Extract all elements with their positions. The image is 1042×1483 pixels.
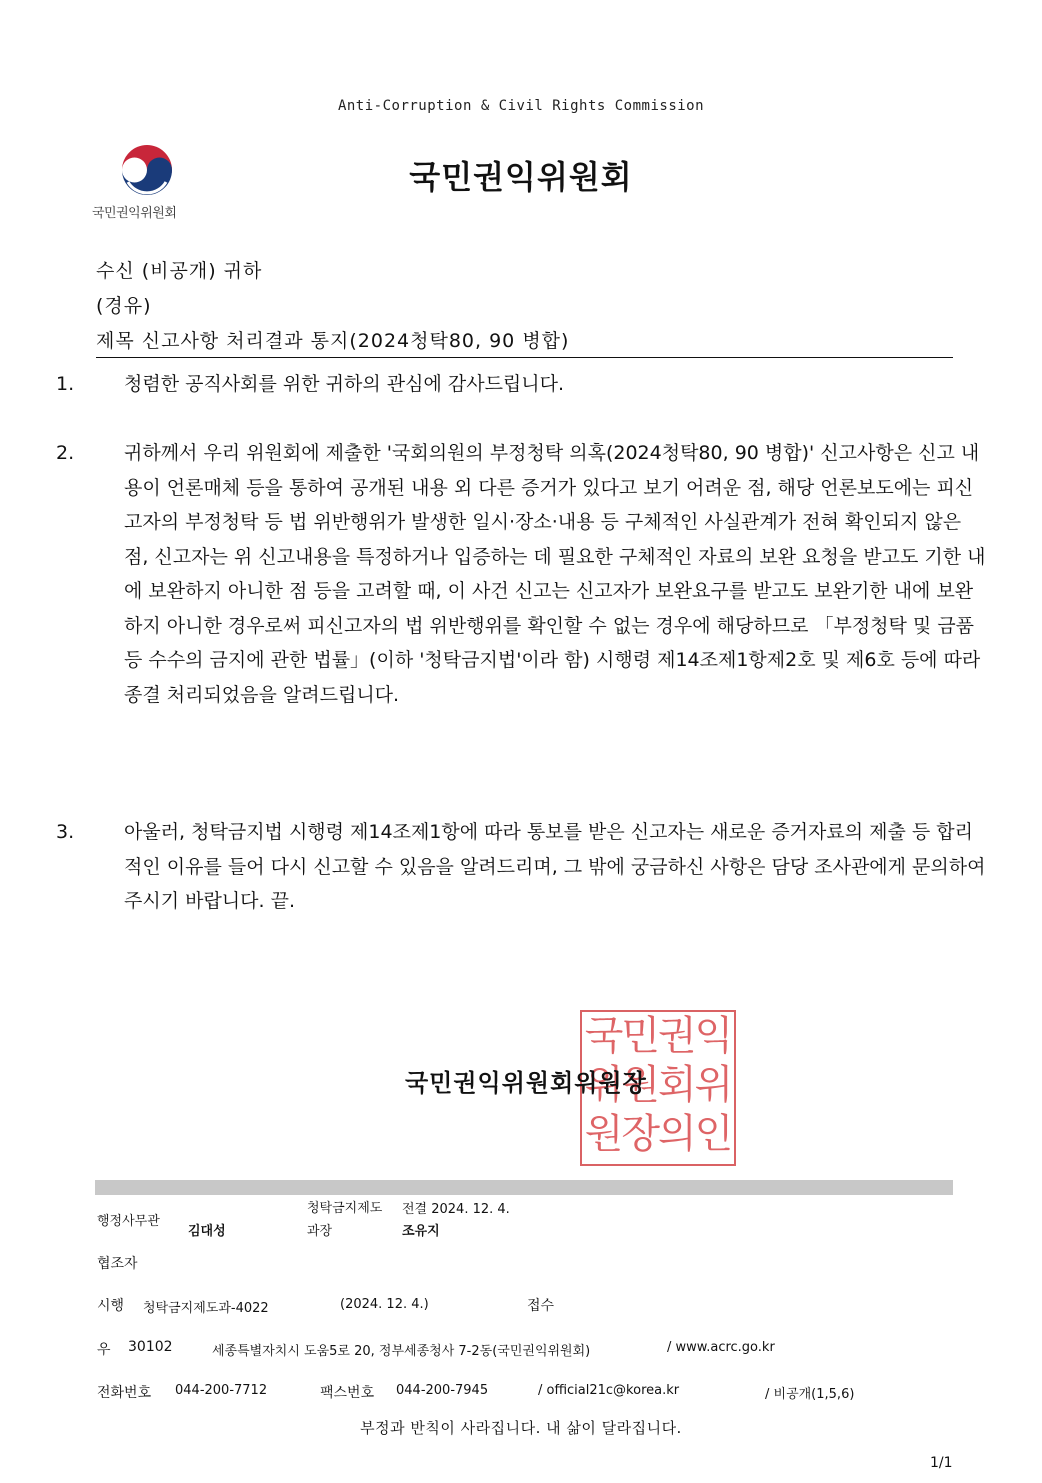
paragraph-number: 1.	[56, 373, 75, 395]
department-head-role: 과장	[307, 1224, 333, 1239]
postal-label: 우	[97, 1342, 111, 1358]
via-line: (경유)	[96, 295, 152, 317]
page-number: 1/1	[930, 1455, 953, 1471]
enforce-label: 시행	[97, 1298, 125, 1314]
seal-row: 원장의인	[584, 1111, 732, 1157]
paragraph-text: 아울러, 청탁금지법 시행령 제14조제1항에 따라 통보를 받은 신고자는 새로운 증거자료의 제출 등 합리적인 이유를 들어 다시 신고할 수 있음을 알려드리며, 그 밖에 궁금하신 사항은 담당 조사관에게 문의하여 주시기 바랍니다. 끝.	[124, 821, 986, 912]
recipient-line: 수신 (비공개) 귀하	[96, 260, 263, 282]
officer-name: 김대성	[188, 1224, 226, 1239]
page-title: 국민권익위원회	[409, 158, 633, 196]
signer-title: 국민권익위원회위원장	[405, 1069, 647, 1097]
disclosure-status: / 비공개(1,5,6)	[765, 1387, 855, 1402]
paragraph-1	[56, 367, 990, 402]
enforce-date: (2024. 12. 4.)	[340, 1297, 429, 1312]
officer-role: 행정사무관	[97, 1214, 160, 1229]
enforce-document-number: 청탁금지제도과-4022	[143, 1301, 269, 1316]
department-name: 청탁금지제도	[307, 1201, 383, 1216]
receipt-label: 접수	[527, 1298, 555, 1314]
header-divider	[96, 357, 953, 358]
paragraph-3	[56, 815, 990, 919]
paragraph-number: 2.	[56, 442, 75, 464]
seal-row: 위원회위	[584, 1062, 732, 1108]
fax-label: 팩스번호	[320, 1385, 375, 1401]
paragraph-number: 3.	[56, 821, 75, 843]
website-link[interactable]: / www.acrc.go.kr	[667, 1340, 775, 1355]
paragraph-text: 귀하께서 우리 위원회에 제출한 '국회의원의 부정청탁 의혹(2024청탁80, 90 병합)' 신고사항은 신고 내용이 언론매체 등을 통하여 공개된 내용 외 다른 증거가 있다고 보기 어려운 점, 해당 언론보도에는 피신고자의 부정청탁 등 법 위반행위가 발생한 일시·장소·내용 등 구체적인 사실관계가 전혀 확인되지 않은 점, 신고자는 위 신고내용을 특정하거나 입증하는 데 필요한 구체적인 자료의 보완 요청을 받고도 기한 내에 보완하지 아니한 점 등을 고려할 때, 이 사건 신고는 신고자가 보완요구를 받고도 보완기한 내에 보완하지 아니한 경우로써 피신고자의 법 위반행위를 확인할 수 없는 경우에 해당하므로 「부정청탁 및 금품등 수수의 금지에 관한 법률」(이하 '청탁금지법'이라 함) 시행령 제14조제1항제2호 및 제6호 등에 따라 종결 처리되었음을 알려드립니다.	[124, 442, 986, 706]
english-org-name: Anti-Corruption & Civil Rights Commission	[337, 98, 705, 114]
paragraph-2	[56, 436, 990, 712]
phone-label: 전화번호	[97, 1385, 152, 1401]
approval-divider	[95, 1180, 953, 1195]
paragraph-text: 청렴한 공직사회를 위한 귀하의 관심에 감사드립니다.	[124, 373, 565, 395]
department-head-name: 조유지	[402, 1224, 440, 1239]
final-approval: 전결 2024. 12. 4.	[402, 1202, 510, 1217]
email-link[interactable]: / official21c@korea.kr	[538, 1383, 680, 1398]
phone-number: 044-200-7712	[175, 1383, 268, 1398]
seal-row: 국민권익	[584, 1013, 732, 1059]
logo-caption: 국민권익위원회	[92, 206, 177, 221]
address: 세종특별자치시 도움5로 20, 정부세종청사 7-2동(국민권익위원회)	[212, 1344, 591, 1359]
subject-line: 제목 신고사항 처리결과 통지(2024청탁80, 90 병합)	[96, 330, 570, 352]
slogan: 부정과 반칙이 사라집니다. 내 삶이 달라집니다.	[360, 1419, 682, 1437]
postal-code: 30102	[128, 1339, 173, 1355]
fax-number: 044-200-7945	[396, 1383, 489, 1398]
cooperator-label: 협조자	[97, 1256, 138, 1272]
